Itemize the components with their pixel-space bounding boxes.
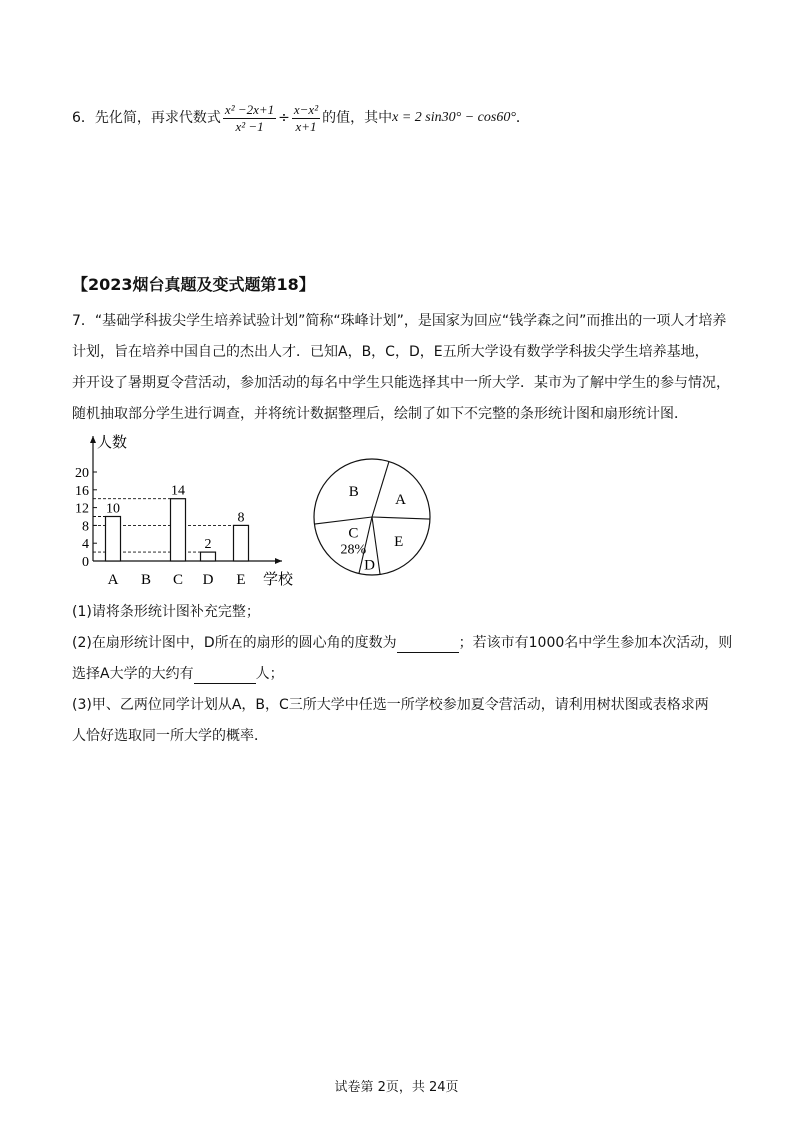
- q6-condition: x = 2 sin30° − cos60°: [392, 110, 516, 125]
- pie-label-C: C: [348, 525, 359, 542]
- q7-sub-2a: (2)在扇形统计图中，D所在的扇形的圆心角的度数为: [72, 635, 397, 651]
- x-tick-label-A: A: [107, 572, 119, 588]
- q6-number: 6．: [72, 110, 95, 126]
- pie-label-B: B: [348, 483, 359, 500]
- q6-frac2-numerator: x−x²: [293, 101, 319, 117]
- q6-fraction-2: [292, 102, 320, 135]
- bar-D: [201, 552, 216, 561]
- q6-end: ．: [515, 110, 530, 126]
- answer-blank-count[interactable]: [194, 667, 256, 684]
- x-axis-arrow: [275, 558, 282, 564]
- q6-frac1-numerator: x² −2x+1: [224, 101, 275, 117]
- answer-blank-angle[interactable]: [397, 636, 459, 653]
- y-tick-label: 20: [75, 466, 89, 481]
- q7-line-3: 并开设了暑期夏令营活动，参加活动的每名中学生只能选择其中一所大学．某市为了解中学生的参与情况，: [72, 375, 730, 391]
- q7-sub-3-line-2: 人恰好选取同一所大学的概率．: [72, 728, 268, 744]
- pie-label-A: A: [395, 492, 406, 509]
- pie-label-E: E: [394, 534, 404, 551]
- q7-sub-2d: 人；: [255, 666, 284, 682]
- y-axis-arrow: [90, 436, 96, 443]
- bar-chart: [60, 430, 305, 595]
- y-tick-label: 0: [82, 555, 89, 570]
- q7-sub-1: (1)请将条形统计图补充完整；: [72, 604, 260, 620]
- q6-fraction-1: [223, 102, 276, 135]
- pie-label-D: D: [364, 557, 375, 574]
- q6-divide-sign: ÷: [278, 110, 290, 126]
- pie-annotation-C: 28%: [340, 542, 367, 558]
- pie-chart: [310, 455, 435, 580]
- bar-label-D: 2: [204, 537, 212, 553]
- page-footer: 试卷第 2页，共 24页: [334, 1080, 459, 1095]
- q7-sub-2b: ；若该市有1000名中学生参加本次活动，则: [458, 635, 733, 651]
- x-axis-title: 学校: [263, 572, 294, 588]
- q6-frac1-denominator: x² −1: [235, 118, 264, 134]
- q7-line-1: 7．“基础学科拔尖学生培养试验计划”简称“珠峰计划”，是国家为回应“钱学森之问”而推出的一项人才培养: [72, 313, 727, 329]
- q7-sub-2-line-1: [72, 633, 732, 653]
- bar-label-E: 8: [237, 510, 245, 526]
- y-axis-title: 人数: [97, 435, 128, 451]
- q7-sub-3-line-1: (3)甲、乙两位同学计划从A，B，C三所大学中任选一所学校参加夏令营活动，请利用树状图或表格求两: [72, 697, 709, 713]
- q7-line-4: 随机抽取部分学生进行调查，并将统计数据整理后，绘制了如下不完整的条形统计图和扇形统计图．: [72, 406, 688, 422]
- y-tick-label: 16: [75, 483, 89, 499]
- section-heading: 【2023烟台真题及变式题第18】: [72, 275, 315, 294]
- bar-A: [106, 517, 121, 562]
- q7-sub-2c: 选择A大学的大约有: [72, 666, 194, 682]
- x-tick-label-B: B: [140, 572, 152, 588]
- x-tick-label-C: C: [172, 572, 184, 588]
- y-tick-label: 12: [75, 501, 89, 517]
- q6-frac2-denominator: x+1: [295, 118, 317, 134]
- x-tick-label-D: D: [202, 572, 214, 588]
- bar-C: [171, 499, 186, 561]
- y-tick-label: 8: [82, 519, 89, 535]
- x-tick-label-E: E: [236, 572, 246, 588]
- bar-label-A: 10: [106, 501, 120, 517]
- q6-lead: 先化简，再求代数式: [94, 110, 221, 126]
- q6-mid: 的值，其中: [322, 110, 393, 126]
- q7-sub-2-line-2: [72, 664, 284, 684]
- question-6: [72, 100, 530, 136]
- q7-line-2: 计划，旨在培养中国自己的杰出人才．已知A，B，C，D，E五所大学设有数学学科拔尖学生培养基地，: [72, 344, 709, 360]
- y-tick-label: 4: [82, 537, 89, 553]
- bar-label-C: 14: [171, 483, 185, 499]
- bar-E: [234, 525, 249, 561]
